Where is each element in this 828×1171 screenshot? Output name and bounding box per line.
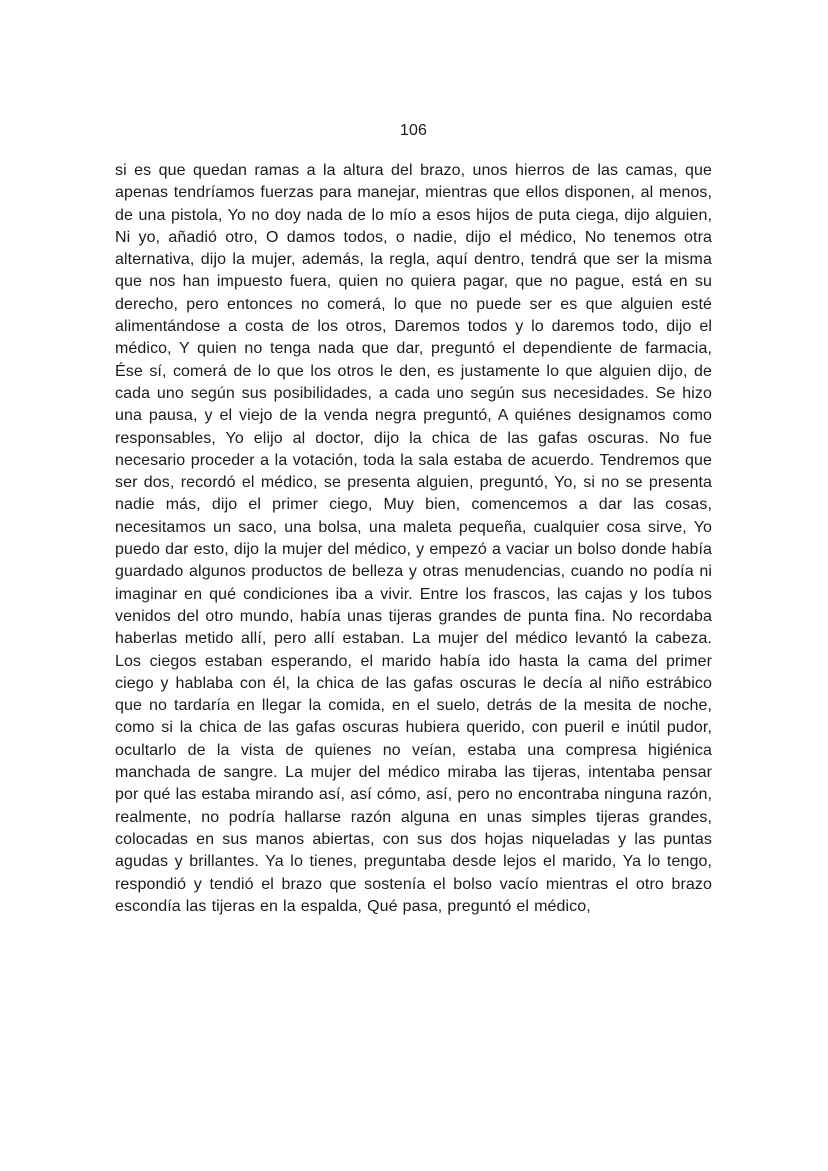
page-number: 106 [399,122,428,139]
body-text: si es que quedan ramas a la altura del brazo, unos hierros de las camas, que apenas tendríamos fuerzas para manejar, mientras que ellos disponen, al menos, de una pistola, Yo no doy nada de lo mío a esos hijos de puta ciega, dijo alguien, Ni yo, añadió otro, O damos todos, o nadie, dijo el médico, No tenemos otra alternativa, dijo la mujer, además, la regla, aquí dentro, tendrá que ser la misma que nos han impuesto fuera, quien no quiera pagar, que no pague, está en su derecho, pero entonces no comerá, lo que no puede ser es que alguien esté alimentándose a costa de los otros, Daremos todos y lo daremos todo, dijo el médico, Y quien no tenga nada que dar, preguntó el dependiente de farmacia, Ése sí, comerá de lo que los otros le den, es justamente lo que alguien dijo, de cada uno según sus posibilidades, a cada uno según sus necesidades. Se hizo una pausa, y el viejo de la venda negra preguntó, A quiénes designamos como responsables, Yo elijo al doctor, dijo la chica de las gafas oscuras. No fue necesario proceder a la votación, toda la sala estaba de acuerdo. Tendremos que ser dos, recordó el médico, se presenta alguien, preguntó, Yo, si no se presenta nadie más, dijo el primer ciego, Muy bien, comencemos a dar las cosas, necesitamos un saco, una bolsa, una maleta pequeña, cualquier cosa sirve, Yo puedo dar esto, dijo la mujer del médico, y empezó a vaciar un bolso donde había guardado algunos productos de belleza y otras menudencias, cuando no podía ni imaginar en qué condiciones iba a vivir. Entre los frascos, las cajas y los tubos venidos del otro mundo, había unas tijeras grandes de punta fina. No recordaba haberlas metido allí, pero allí estaban. La mujer del médico levantó la cabeza. Los ciegos estaban esperando, el marido había ido hasta la cama del primer ciego y hablaba con él, la chica de las gafas oscuras le decía al niño estrábico que no tardaría en llegar la comida, en el suelo, detrás de la mesita de noche, como si la chica de las gafas oscuras hubiera querido, con pueril e inútil pudor, ocultarlo de la vista de quienes no veían, estaba una compresa higiénica manchada de sangre. La mujer del médico miraba las tijeras, intentaba pensar por qué las estaba mirando así, así cómo, así, pero no encontraba ninguna razón, realmente, no podría hallarse razón alguna en unas simples tijeras grandes, colocadas en sus manos abiertas, con sus dos hojas niqueladas y las puntas agudas y brillantes. Ya lo tienes, preguntaba desde lejos el marido, Ya lo tengo, respondió y tendió el brazo que sostenía el bolso vacío mientras el otro brazo escondía las tijeras en la espalda, Qué pasa, preguntó el médico, [115,162,712,915]
